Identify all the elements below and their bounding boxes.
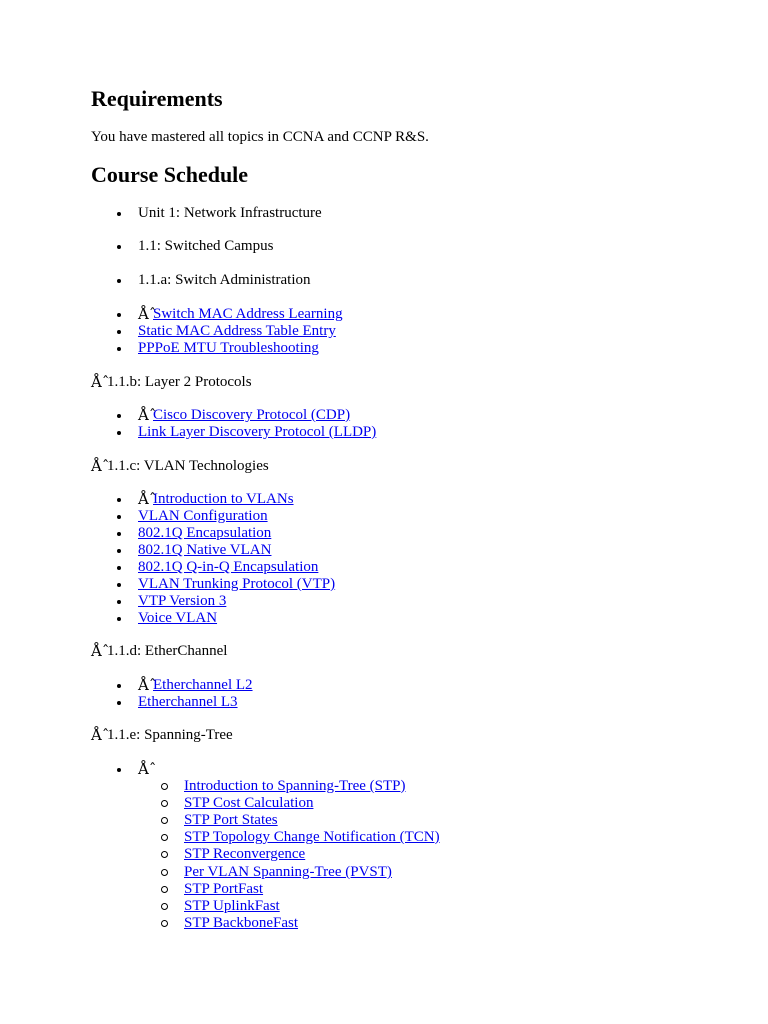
glyph-icon: Åˆ xyxy=(138,406,157,424)
bullet-icon xyxy=(117,313,121,317)
bullet-icon xyxy=(117,347,121,351)
bullet-icon xyxy=(117,532,121,536)
link-pvst[interactable]: Per VLAN Spanning-Tree (PVST) xyxy=(184,864,392,880)
link-cdp[interactable]: Cisco Discovery Protocol (CDP) xyxy=(153,407,351,423)
glyph-icon: Åˆ xyxy=(91,642,110,660)
glyph-icon: Åˆ xyxy=(91,457,110,475)
link-stp-backbonefast[interactable]: STP BackboneFast xyxy=(184,915,299,931)
bullet-icon xyxy=(117,414,121,418)
circle-bullet-icon xyxy=(161,817,168,824)
bullet-icon xyxy=(117,701,121,705)
glyph-icon: Åˆ xyxy=(91,373,110,391)
section-1-1-b-heading: 1.1.b: Layer 2 Protocols xyxy=(107,374,252,390)
link-vlan-config[interactable]: VLAN Configuration xyxy=(138,508,268,524)
bullet-icon xyxy=(117,279,121,283)
bullet-icon xyxy=(117,498,121,502)
bullet-icon xyxy=(117,431,121,435)
link-stp-reconvergence[interactable]: STP Reconvergence xyxy=(184,846,306,862)
link-qinq[interactable]: 802.1Q Q-in-Q Encapsulation xyxy=(138,559,319,575)
link-pppoe-mtu[interactable]: PPPoE MTU Troubleshooting xyxy=(138,340,319,356)
unit-1-item: Unit 1: Network Infrastructure xyxy=(138,205,322,221)
link-stp-cost[interactable]: STP Cost Calculation xyxy=(184,795,314,811)
section-1-1-e-heading: 1.1.e: Spanning-Tree xyxy=(107,727,233,743)
link-lldp[interactable]: Link Layer Discovery Protocol (LLDP) xyxy=(138,424,377,440)
circle-bullet-icon xyxy=(161,851,168,858)
section-1-1-item: 1.1: Switched Campus xyxy=(138,238,274,254)
circle-bullet-icon xyxy=(161,800,168,807)
section-1-1-c-heading: 1.1.c: VLAN Technologies xyxy=(107,458,269,474)
link-vtp[interactable]: VLAN Trunking Protocol (VTP) xyxy=(138,576,336,592)
bullet-icon xyxy=(117,330,121,334)
link-stp-tcn[interactable]: STP Topology Change Notification (TCN) xyxy=(184,829,440,845)
requirements-heading: Requirements xyxy=(91,86,223,111)
circle-bullet-icon xyxy=(161,834,168,841)
bullet-icon xyxy=(117,684,121,688)
circle-bullet-icon xyxy=(161,886,168,893)
bullet-icon xyxy=(117,583,121,587)
link-stp-port-states[interactable]: STP Port States xyxy=(184,812,278,828)
bullet-icon xyxy=(117,549,121,553)
link-voice-vlan[interactable]: Voice VLAN xyxy=(138,610,218,626)
section-1-1-d-heading: 1.1.d: EtherChannel xyxy=(107,643,228,659)
link-8021q-native[interactable]: 802.1Q Native VLAN xyxy=(138,542,272,558)
link-8021q-encap[interactable]: 802.1Q Encapsulation xyxy=(138,525,272,541)
bullet-icon xyxy=(117,212,121,216)
requirements-text: You have mastered all topics in CCNA and CCNP R&S. xyxy=(91,129,429,145)
link-intro-stp[interactable]: Introduction to Spanning-Tree (STP) xyxy=(184,778,406,794)
bullet-icon xyxy=(117,617,121,621)
section-1-1-a-item: 1.1.a: Switch Administration xyxy=(138,272,311,288)
link-stp-portfast[interactable]: STP PortFast xyxy=(184,881,264,897)
circle-bullet-icon xyxy=(161,869,168,876)
link-static-mac-entry[interactable]: Static MAC Address Table Entry xyxy=(138,323,336,339)
circle-bullet-icon xyxy=(161,783,168,790)
bullet-icon xyxy=(117,566,121,570)
link-intro-vlans[interactable]: Introduction to VLANs xyxy=(153,491,294,507)
bullet-icon xyxy=(117,768,121,772)
glyph-icon: Åˆ xyxy=(138,760,157,778)
link-etherchannel-l3[interactable]: Etherchannel L3 xyxy=(138,694,238,710)
link-stp-uplinkfast[interactable]: STP UplinkFast xyxy=(184,898,280,914)
glyph-icon: Åˆ xyxy=(138,676,157,694)
glyph-icon: Åˆ xyxy=(91,726,110,744)
glyph-icon: Åˆ xyxy=(138,305,157,323)
circle-bullet-icon xyxy=(161,903,168,910)
course-schedule-heading: Course Schedule xyxy=(91,162,249,187)
link-switch-mac-learning[interactable]: Switch MAC Address Learning xyxy=(153,306,343,322)
bullet-icon xyxy=(117,600,121,604)
link-etherchannel-l2[interactable]: Etherchannel L2 xyxy=(153,677,253,693)
circle-bullet-icon xyxy=(161,920,168,927)
bullet-icon xyxy=(117,245,121,249)
link-vtp-v3[interactable]: VTP Version 3 xyxy=(138,593,227,609)
bullet-icon xyxy=(117,515,121,519)
glyph-icon: Åˆ xyxy=(138,490,157,508)
